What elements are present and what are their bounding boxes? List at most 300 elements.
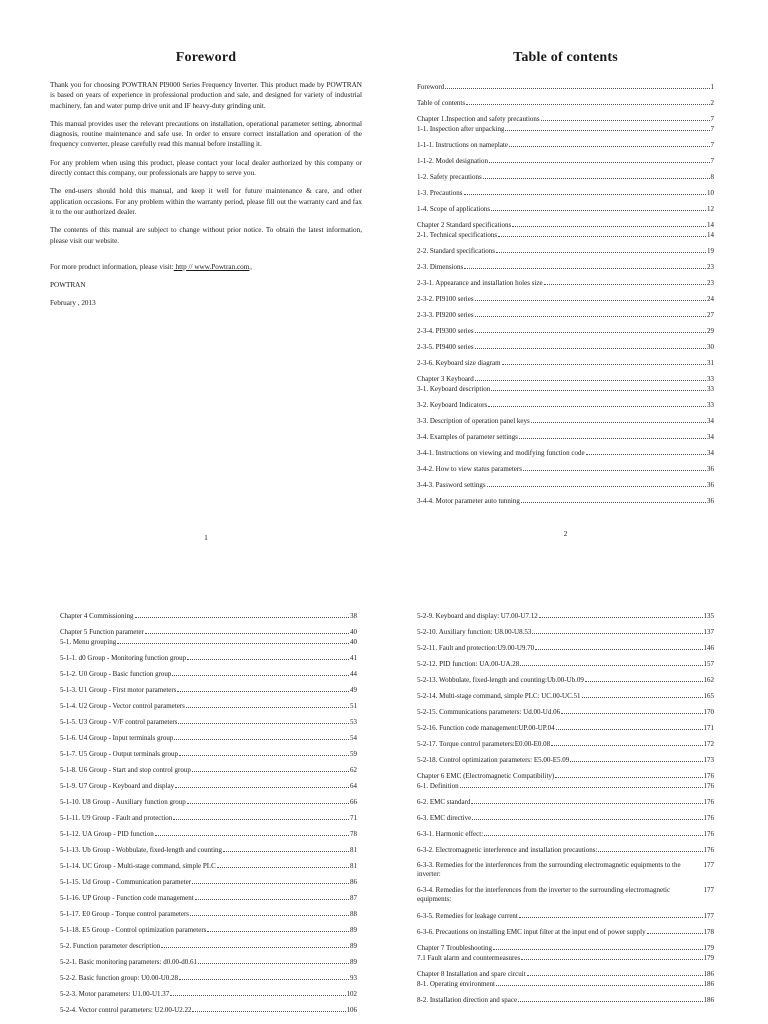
toc-entry-title: 3-4-4. Motor parameter auto tunning	[417, 497, 520, 505]
toc-entry[interactable]	[417, 188, 714, 197]
toc-entry[interactable]	[60, 829, 357, 838]
toc-leader-dots	[179, 973, 349, 980]
toc-leader-dots	[178, 717, 349, 724]
toc-entry[interactable]	[60, 669, 357, 678]
foreword-paragraph: The contents of this manual are subject to change without prior notice. To obtain the latest information, please visit our website.	[50, 226, 362, 245]
toc-leader-dots	[555, 771, 702, 778]
toc-entry[interactable]	[60, 627, 357, 636]
toc-entry-title: 5-1-14. UC Group - Multi-stage command, simple PLC	[60, 862, 216, 870]
toc-entry-page: 36	[707, 497, 714, 505]
toc-list	[60, 611, 357, 1014]
toc-entry-page: 176	[703, 814, 714, 822]
toc-leader-dots	[487, 480, 706, 487]
toc-entry[interactable]	[417, 813, 714, 822]
toc-leader-dots	[117, 637, 349, 644]
toc-entry-page: 186	[703, 996, 714, 1004]
toc-entry[interactable]	[417, 781, 714, 790]
toc-leader-dots	[475, 374, 706, 381]
toc-entry-title: 2-3-4. PI9300 series	[417, 327, 474, 335]
toc-leader-dots	[177, 685, 349, 692]
toc-entry-page: 64	[350, 782, 357, 790]
toc-entry[interactable]	[60, 685, 357, 694]
toc-entry-title: 5-2-4. Vector control parameters: U2.00-U2.22	[60, 1006, 192, 1014]
toc-entry-page: 44	[350, 670, 357, 678]
toc-entry-page: 176	[703, 772, 714, 780]
toc-entry-title: 5-2-1. Basic monitoring parameters: d0.00-d0.61	[60, 958, 198, 966]
toc-entry-page: 87	[350, 894, 357, 902]
toc-leader-dots	[484, 829, 702, 836]
toc-entry-title: 2-3-6. Keyboard size diagram	[417, 359, 501, 367]
toc-entry-title: 5-2-3. Motor parameters: U1.00-U1.37	[60, 990, 170, 998]
toc-entry-page: 23	[707, 279, 714, 287]
toc-entry[interactable]	[417, 659, 714, 668]
foreword-paragraph: This manual provides user the relevant precautions on installation, operational parameter setting, abnormal diagnosis, routine maintenance and safe use. In order to ensure correct installation and operation of the frequency converter, please carefully read this manual before installing it.	[50, 119, 362, 149]
toc-entry-title: 6-3-1. Harmonic effect:	[417, 830, 484, 838]
toc-entry-page: 30	[707, 343, 714, 351]
toc-leader-dots	[535, 643, 702, 650]
toc-entry[interactable]	[417, 927, 714, 936]
toc-leader-dots	[135, 611, 350, 618]
website-link[interactable]: http // www.Powtran.com	[173, 262, 250, 271]
toc-entry[interactable]	[417, 374, 714, 383]
toc-leader-dots	[539, 611, 703, 618]
toc-entry-title: Table of contents	[417, 99, 466, 107]
toc-leader-dots	[512, 220, 706, 227]
toc-leader-dots	[464, 188, 707, 195]
toc-entry-title: 3-4-1. Instructions on viewing and modifying function code	[417, 449, 585, 457]
toc-leader-dots	[475, 342, 706, 349]
toc-entry-title: Chapter 8 Installation and spare circuit	[417, 970, 526, 978]
toc-entry[interactable]	[60, 973, 357, 982]
toc-leader-dots	[491, 204, 706, 211]
toc-leader-dots	[179, 749, 349, 756]
toc-entry-title: Chapter 2 Standard specifications	[417, 221, 512, 229]
toc-entry-title: 5-2-11. Fault and protection:U9.00-U9.70	[417, 644, 535, 652]
foreword-paragraph: For any problem when using this product, please contact your local dealer authorized by this company or directly contact this company, our professionals are happy to serve you.	[50, 158, 362, 178]
toc-page-continued	[417, 611, 714, 1011]
toc-entry-page: 81	[350, 846, 357, 854]
toc-entry[interactable]	[60, 637, 357, 646]
toc-entry[interactable]	[417, 98, 714, 107]
toc-entry-page: 23	[707, 263, 714, 271]
toc-leader-dots	[195, 893, 349, 900]
toc-entry[interactable]	[417, 262, 714, 271]
toc-entry[interactable]	[60, 781, 357, 790]
toc-entry-title: 7.1 Fault alarm and countermeasures	[417, 954, 521, 962]
toc-entry-page: 173	[703, 756, 714, 764]
toc-entry-page: 93	[350, 974, 357, 982]
toc-leader-dots	[471, 797, 702, 804]
more-info-text: For more product information, please visit:	[50, 262, 174, 271]
toc-entry[interactable]	[417, 172, 714, 181]
toc-entry-title: 5-1. Menu grouping	[60, 638, 117, 646]
toc-leader-dots	[521, 496, 706, 503]
toc-leader-dots	[532, 627, 702, 634]
toc-entry[interactable]	[417, 204, 714, 213]
toc-entry-page: 34	[707, 417, 714, 425]
toc-entry[interactable]	[60, 797, 357, 806]
toc-list	[417, 82, 714, 505]
toc-entry-title: Chapter 3 Keyboard	[417, 375, 474, 383]
toc-entry-page: 14	[707, 231, 714, 239]
toc-entry-title: Foreword	[417, 83, 445, 91]
toc-entry-page: 51	[350, 702, 357, 710]
toc-entry[interactable]	[417, 310, 714, 319]
toc-entry-page: 1	[710, 83, 714, 91]
toc-entry-title: 5-2-10. Auxiliary function: U8.00-U8.53	[417, 628, 532, 636]
toc-entry-page: 89	[350, 958, 357, 966]
toc-leader-dots	[161, 941, 349, 948]
toc-entry-page: 66	[350, 798, 357, 806]
toc-entry[interactable]	[417, 643, 714, 652]
toc-entry-title: 5-1-1. d0 Group - Monitoring function group	[60, 654, 187, 662]
toc-entry-page: 89	[350, 926, 357, 934]
toc-entry[interactable]	[417, 464, 714, 473]
toc-leader-dots	[488, 400, 706, 407]
toc-entry-page: 33	[707, 401, 714, 409]
toc-entry-page: 176	[703, 846, 714, 854]
toc-entry-page: 89	[350, 942, 357, 950]
toc-entry-page: 162	[703, 676, 714, 684]
toc-leader-dots	[527, 969, 703, 976]
foreword-paragraph: Thank you for choosing POWTRAN PI9000 Series Frequency Inverter. This product made by POWTRAN is based on years of experience in professional production and sale, and designed for variety of industrial machinery, fan and water pump drive unit and IF heavy-duty grinding unit.	[50, 81, 362, 110]
toc-entry-page: 7	[710, 141, 714, 149]
toc-entry[interactable]	[417, 943, 714, 952]
toc-leader-dots	[556, 723, 703, 730]
toc-entry-page: 36	[707, 465, 714, 473]
toc-entry[interactable]	[60, 1005, 357, 1014]
toc-entry-title: 3-4. Examples of parameter settings	[417, 433, 518, 441]
toc-entry[interactable]	[417, 114, 714, 123]
toc-leader-dots	[145, 627, 349, 634]
toc-entry[interactable]	[417, 627, 714, 636]
toc-entry-title: 5-1-5. U3 Group - V/F control parameters	[60, 718, 178, 726]
toc-entry-page: 34	[707, 449, 714, 457]
toc-leader-dots	[198, 957, 349, 964]
toc-leader-dots	[502, 358, 706, 365]
toc-leader-dots	[498, 230, 706, 237]
toc-leader-dots	[217, 861, 349, 868]
toc-entry-page: 10	[707, 189, 714, 197]
toc-entry-title: 6-2. EMC standard	[417, 798, 471, 806]
page-number: 2	[563, 529, 568, 538]
toc-entry-title: 5-1-16. UP Group - Function code management	[60, 894, 194, 902]
toc-leader-dots	[496, 979, 703, 986]
toc-entry-page: 31	[707, 359, 714, 367]
toc-entry[interactable]	[60, 989, 357, 998]
toc-entry-page: 12	[707, 205, 714, 213]
toc-entry-page: 179	[703, 944, 714, 952]
toc-entry-title: Chapter 5 Function parameter	[60, 628, 144, 636]
toc-entry-title: 6-3-5. Remedies for leakage current	[417, 912, 518, 920]
toc-entry-title: 6-3-2. Electromagnetic interference and installation precautions:	[417, 846, 598, 854]
toc-leader-dots	[520, 659, 702, 666]
toc-entry-title: 5-2-15. Communications parameters: Ud.00-Ud.06	[417, 708, 561, 716]
toc-entry-page: 176	[703, 782, 714, 790]
toc-leader-dots	[518, 995, 702, 1002]
toc-entry[interactable]	[417, 691, 714, 700]
toc-entry[interactable]	[417, 953, 714, 962]
toc-entry-title: 3-1. Keyboard description	[417, 385, 491, 393]
toc-entry[interactable]	[417, 278, 714, 287]
toc-entry[interactable]	[417, 156, 714, 165]
toc-leader-dots	[489, 156, 710, 163]
toc-entry[interactable]	[417, 911, 714, 920]
toc-entry-title: 6-1. Definition	[417, 782, 459, 790]
toc-entry[interactable]	[417, 969, 714, 978]
toc-leader-dots	[173, 813, 349, 820]
toc-entry-title: 3-2. Keyboard Indicators	[417, 401, 488, 409]
toc-entry-page: 186	[703, 970, 714, 978]
toc-entry-page: 106	[346, 1006, 357, 1014]
toc-entry-title: 1-1-1. Instructions on nameplate	[417, 141, 508, 149]
toc-entry[interactable]	[417, 220, 714, 229]
toc-leader-dots	[175, 781, 349, 788]
toc-entry-title: 5-2-18. Control optimization parameters: E5.00-E5.09	[417, 756, 570, 764]
toc-entry-page: 78	[350, 830, 357, 838]
toc-entry[interactable]	[60, 893, 357, 902]
toc-entry[interactable]	[60, 701, 357, 710]
toc-entry-page: 33	[707, 385, 714, 393]
toc-entry-title: 5-1-17. E0 Group - Torque control parameters	[60, 910, 190, 918]
toc-leader-dots	[582, 691, 703, 698]
toc-entry[interactable]	[60, 941, 357, 950]
toc-leader-dots	[496, 246, 706, 253]
toc-leader-dots	[531, 416, 706, 423]
toc-entry[interactable]	[60, 909, 357, 918]
toc-leader-dots	[186, 701, 349, 708]
toc-entry-title: 5-1-3. U1 Group - First motor parameters	[60, 686, 177, 694]
toc-leader-dots	[475, 310, 706, 317]
toc-leader-dots	[519, 432, 706, 439]
toc-entry[interactable]	[417, 739, 714, 748]
toc-entry-page: 137	[703, 628, 714, 636]
toc-entry[interactable]	[417, 771, 714, 780]
toc-entry-page: 38	[350, 612, 357, 620]
toc-entry-title: 5-1-13. Ub Group - Wobbulate, fixed-length and counting	[60, 846, 223, 854]
toc-entry-page: 176	[703, 830, 714, 838]
foreword-date: February , 2013	[50, 299, 96, 308]
toc-leader-dots	[541, 114, 710, 121]
toc-leader-dots	[475, 326, 706, 333]
toc-entry-page: 88	[350, 910, 357, 918]
toc-entry-page: 2	[710, 99, 714, 107]
toc-entry-page: 176	[703, 798, 714, 806]
foreword-title: Foreword	[175, 50, 237, 65]
foreword-paragraph: The end-users should hold this manual, and keep it well for future maintenance & care, and other application occasions. For any problem within the warranty period, please fill out the warranty card and fax it to the our authorized dealer.	[50, 187, 362, 216]
toc-entry-title: 2-3-5. PI9400 series	[417, 343, 474, 351]
toc-entry-title: 5-2-13. Wobbulate, fixed-length and counting:Ub.00-Ub.09	[417, 676, 584, 684]
more-info-suffix: 。	[249, 262, 257, 271]
toc-entry[interactable]	[60, 861, 357, 870]
toc-entry[interactable]	[417, 861, 714, 879]
toc-leader-dots	[466, 98, 709, 105]
toc-entry-title: 3-4-2. How to view status parameters	[417, 465, 522, 473]
toc-leader-dots	[483, 172, 710, 179]
toc-entry[interactable]	[60, 813, 357, 822]
toc-leader-dots	[187, 797, 349, 804]
toc-leader-dots	[192, 765, 349, 772]
toc-entry-page: 170	[703, 708, 714, 716]
toc-entry-title: 5-1-11. U9 Group - Fault and protection	[60, 814, 173, 822]
toc-entry-title: 5-1-12. UA Group - PID function	[60, 830, 154, 838]
toc-entry-page: 34	[707, 433, 714, 441]
toc-leader-dots	[647, 927, 703, 934]
toc-entry-page: 86	[350, 878, 357, 886]
toc-entry[interactable]	[60, 877, 357, 886]
toc-entry-title: 5-2. Function parameter description	[60, 942, 161, 950]
toc-entry-title: Chapter 4 Commissioning	[60, 612, 134, 620]
toc-entry-title: 6-3. EMC directive	[417, 814, 472, 822]
toc-entry-page: 49	[350, 686, 357, 694]
toc-entry[interactable]	[417, 384, 714, 393]
toc-leader-dots	[192, 877, 349, 884]
toc-leader-dots	[586, 448, 706, 455]
toc-leader-dots	[475, 294, 706, 301]
toc-entry[interactable]	[60, 957, 357, 966]
toc-entry[interactable]	[417, 416, 714, 425]
toc-entry[interactable]	[60, 749, 357, 758]
toc-entry[interactable]	[417, 755, 714, 764]
toc-leader-dots	[155, 829, 349, 836]
toc-entry-page: 27	[707, 311, 714, 319]
toc-entry[interactable]	[417, 707, 714, 716]
toc-entry-title: 5-2-12. PID function: UA.00-UA.28	[417, 660, 520, 668]
toc-entry[interactable]	[417, 358, 714, 367]
toc-leader-dots	[223, 845, 349, 852]
toc-entry-title: 8-2. Installation direction and space	[417, 996, 518, 1004]
more-info-line	[50, 262, 362, 272]
toc-leader-dots	[170, 989, 345, 996]
toc-entry-page: 172	[703, 740, 714, 748]
toc-entry[interactable]	[417, 995, 714, 1004]
toc-entry[interactable]	[417, 611, 714, 620]
toc-leader-dots	[519, 911, 703, 918]
toc-leader-dots	[472, 813, 702, 820]
toc-entry-title: 6-3-6. Precautions on installing EMC input filter at the input end of power supply	[417, 928, 646, 936]
toc-entry-page: 178	[703, 928, 714, 936]
toc-entry-title: 2-3-2. PI9100 series	[417, 295, 474, 303]
toc-entry[interactable]	[417, 979, 714, 988]
toc-entry[interactable]	[417, 326, 714, 335]
toc-leader-dots	[585, 675, 703, 682]
toc-leader-dots	[509, 140, 710, 147]
toc-entry[interactable]	[60, 925, 357, 934]
toc-entry[interactable]	[417, 246, 714, 255]
toc-entry-title: Chapter 1.Inspection and safety precautions	[417, 115, 540, 123]
toc-list	[417, 611, 714, 1004]
toc-leader-dots	[493, 943, 702, 950]
toc-leader-dots	[505, 124, 709, 131]
toc-leader-dots	[570, 755, 702, 762]
toc-entry-title: 1-1. Inspection after unpacking	[417, 125, 505, 133]
toc-entry-page: 40	[350, 628, 357, 636]
toc-entry[interactable]	[417, 400, 714, 409]
toc-entry-page: 54	[350, 734, 357, 742]
toc-entry[interactable]	[417, 845, 714, 854]
toc-entry[interactable]	[417, 829, 714, 838]
toc-entry[interactable]	[417, 496, 714, 505]
toc-entry-page: 29	[707, 327, 714, 335]
toc-leader-dots	[544, 278, 706, 285]
toc-entry-page: 62	[350, 766, 357, 774]
toc-leader-dots	[551, 739, 702, 746]
toc-title: Table of contents	[513, 50, 618, 65]
toc-entry-page: 102	[346, 990, 357, 998]
company-name: POWTRAN	[50, 281, 86, 290]
toc-entry-title: 1-3. Precautions	[417, 189, 463, 197]
toc-entry-page: 7	[710, 115, 714, 123]
toc-entry[interactable]	[60, 611, 357, 620]
toc-entry-page: 179	[703, 954, 714, 962]
toc-entry-page: 14	[707, 221, 714, 229]
toc-page-continued	[60, 611, 357, 1021]
toc-entry-title: 1-4. Scope of applications	[417, 205, 491, 213]
toc-entry[interactable]	[417, 294, 714, 303]
toc-leader-dots	[174, 733, 349, 740]
toc-entry[interactable]	[60, 845, 357, 854]
foreword-page	[50, 50, 362, 317]
toc-entry[interactable]	[417, 124, 714, 133]
toc-entry-title: 8-1. Operating environment	[417, 980, 495, 988]
toc-entry-page: 33	[707, 375, 714, 383]
toc-entry[interactable]	[60, 653, 357, 662]
toc-entry-title: 5-2-9. Keyboard and display: U7.00-U7.12	[417, 612, 538, 620]
toc-leader-dots	[192, 1005, 345, 1012]
toc-entry[interactable]	[417, 432, 714, 441]
toc-entry-page: 53	[350, 718, 357, 726]
toc-leader-dots	[561, 707, 702, 714]
toc-entry-title: 1-2. Safety precautions	[417, 173, 482, 181]
toc-entry[interactable]	[417, 675, 714, 684]
toc-leader-dots	[187, 653, 349, 660]
toc-entry[interactable]	[417, 886, 714, 904]
toc-entry[interactable]	[60, 717, 357, 726]
toc-page	[417, 50, 714, 512]
toc-entry-title: Chapter 6 EMC (Electromagnetic Compatibility)	[417, 772, 555, 780]
toc-entry-page: 59	[350, 750, 357, 758]
toc-entry[interactable]	[60, 765, 357, 774]
toc-entry[interactable]	[417, 140, 714, 149]
toc-entry-page: 171	[703, 724, 714, 732]
toc-entry-title: 5-1-8. U6 Group - Start and stop control group	[60, 766, 191, 774]
toc-entry-page: 177	[703, 886, 714, 894]
toc-entry[interactable]	[417, 797, 714, 806]
toc-entry[interactable]	[417, 230, 714, 239]
toc-leader-dots	[460, 781, 703, 788]
toc-leader-dots	[521, 953, 702, 960]
toc-entry[interactable]	[60, 733, 357, 742]
page-number: 1	[204, 533, 208, 542]
toc-entry[interactable]	[417, 480, 714, 489]
toc-entry[interactable]	[417, 448, 714, 457]
toc-entry-title: 5-2-14. Multi-stage command, simple PLC: UC.00-UC.51	[417, 692, 581, 700]
toc-entry-title: 2-1. Technical specifications	[417, 231, 498, 239]
toc-entry-title: 3-4-3. Password settings	[417, 481, 486, 489]
toc-entry-title: 5-1-6. U4 Group - Input terminals group	[60, 734, 174, 742]
toc-entry-title: Chapter 7 Troubleshooting	[417, 944, 493, 952]
toc-entry[interactable]	[417, 723, 714, 732]
toc-leader-dots	[598, 845, 702, 852]
toc-entry-page: 135	[703, 612, 714, 620]
toc-entry-title: 5-1-18. E5 Group - Control optimization parameters	[60, 926, 207, 934]
toc-entry[interactable]	[417, 342, 714, 351]
toc-entry-title: 6-3-3. Remedies for the interferences from the surrounding electromagnetic equipments to the inverter:	[417, 861, 681, 878]
toc-entry[interactable]	[417, 82, 714, 91]
toc-leader-dots	[491, 384, 706, 391]
toc-entry-title: 5-1-7. U5 Group - Output terminals group	[60, 750, 179, 758]
toc-entry-title: 5-1-15. Ud Group - Communication parameter	[60, 878, 192, 886]
